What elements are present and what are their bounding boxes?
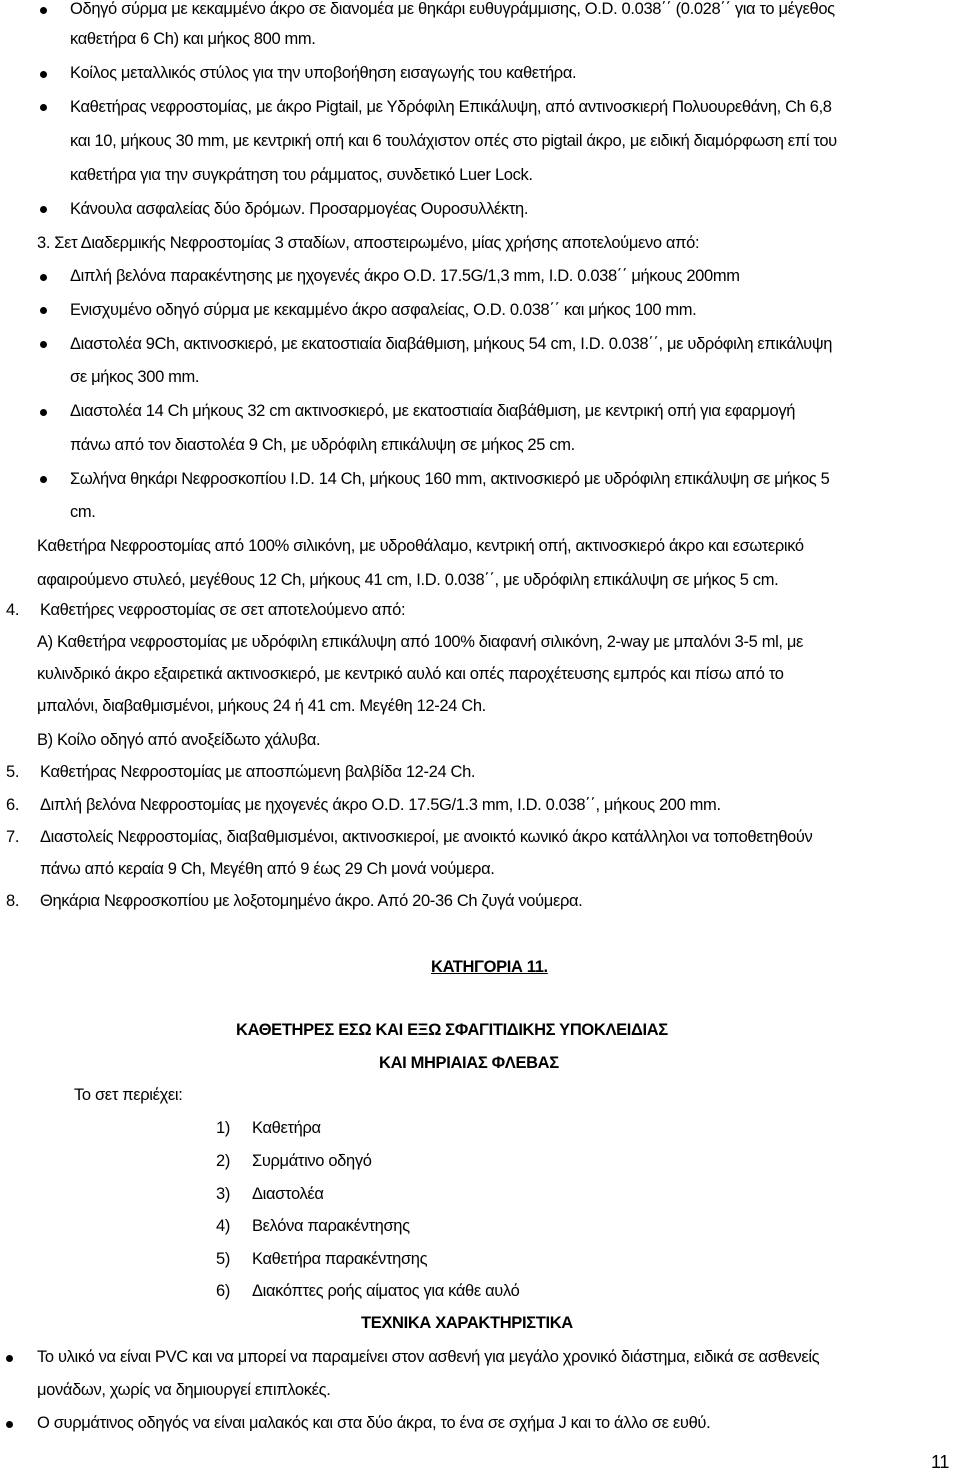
- list-item: Διαστολέα 14 Ch μήκους 32 cm ακτινοσκιερό, με εκατοστιαία διαβάθμιση, με κεντρική οπή για εφαρμογή: [70, 402, 796, 420]
- item-4-a-line: Α) Καθετήρα νεφροστομίας με υδρόφιλη επικάλυψη από 100% διαφανή σιλικόνη, 2-way με μπαλόνι 3-5 ml, με: [37, 633, 804, 651]
- category-heading-line2: ΚΑΙ ΜΗΡΙΑΙΑΣ ΦΛΕΒΑΣ: [379, 1054, 559, 1072]
- item-number: 7.: [6, 828, 20, 846]
- set-item-text: Συρμάτινο οδηγό: [252, 1152, 372, 1170]
- set-item-number: 2): [216, 1152, 230, 1170]
- item-4-b-line: Β) Κοίλο οδηγό από ανοξείδωτο χάλυβα.: [37, 731, 321, 749]
- set-item-text: Διακόπτες ροής αίματος για κάθε αυλό: [252, 1282, 520, 1300]
- list-item: Καθετήρας νεφροστομίας, με άκρο Pigtail, με Υδρόφιλη Επικάλυψη, από αντινοσκιερή Πολυουρεθάνη, Ch 6,8: [70, 98, 832, 116]
- catheter-paragraph-line: Καθετήρα Νεφροστομίας από 100% σιλικόνη, με υδροθάλαμο, κεντρική οπή, ακτινοσκιερό άκρο και εσωτερικό: [37, 537, 804, 555]
- list-item: Κοίλος μεταλλικός στύλος για την υποβοήθηση εισαγωγής του καθετήρα.: [70, 64, 577, 82]
- set-item-text: Βελόνα παρακέντησης: [252, 1217, 410, 1235]
- item-4-a-line: κυλινδρικό άκρο εξαιρετικά ακτινοσκιερό, με κεντρικό αυλό και οπές παροχέτευσης εμπρός και πίσω από το: [37, 665, 784, 683]
- tech-title: ΤΕΧΝΙΚΑ ΧΑΡΑΚΤΗΡΙΣΤΙΚΑ: [361, 1314, 573, 1332]
- bullet-dot: [40, 274, 47, 281]
- list-item-cont: σε μήκος 300 mm.: [70, 368, 200, 386]
- list-item-cont: και 10, μήκους 30 mm, με κεντρική οπή και 6 τουλάχιστον οπές στο pigtail άκρο, με ειδική διαμόρφωση επί του: [70, 132, 837, 150]
- set-item-number: 4): [216, 1217, 230, 1235]
- item-7-text: Διαστολείς Νεφροστομίας, διαβαθμισμένοι, ακτινοσκιεροί, με ανοικτό κωνικό άκρο κατάλληλοι να τοποθετηθούν: [40, 828, 813, 846]
- bullet-dot: [40, 307, 47, 314]
- bullet-dot: [40, 409, 47, 416]
- list-item-cont: πάνω από τον διαστολέα 9 Ch, με υδρόφιλη επικάλυψη σε μήκος 25 cm.: [70, 436, 575, 454]
- category-title: ΚΑΤΗΓΟΡΙΑ 11.: [431, 958, 548, 976]
- item-number: 4.: [6, 601, 20, 619]
- list-item-cont: cm.: [70, 503, 96, 521]
- catheter-paragraph-line: αφαιρούμενο στυλεό, μεγέθους 12 Ch, μήκους 41 cm, I.D. 0.038΄΄, με υδρόφιλη επικάλυψη σε μήκος 5 cm.: [37, 571, 779, 589]
- item-4-text: Καθετήρες νεφροστομίας σε σετ αποτελούμενο από:: [40, 601, 406, 619]
- item-5-text: Καθετήρας Νεφροστομίας με αποσπώμενη βαλβίδα 12-24 Ch.: [40, 763, 476, 781]
- item-number: 5.: [6, 763, 20, 781]
- category-heading-line1: ΚΑΘΕΤΗΡΕΣ ΕΣΩ ΚΑΙ ΕΞΩ ΣΦΑΓΙΤΙΔΙΚΗΣ ΥΠΟΚΛΕΙΔΙΑΣ: [236, 1021, 668, 1039]
- bullet-dot: [40, 71, 47, 78]
- set-item-text: Διαστολέα: [252, 1185, 324, 1203]
- list-item: Διπλή βελόνα παρακέντησης με ηχογενές άκρο O.D. 17.5G/1,3 mm, I.D. 0.038΄΄ μήκους 200mm: [70, 267, 740, 285]
- set-item-text: Καθετήρα παρακέντησης: [252, 1250, 428, 1268]
- list-item: Ενισχυμένο οδηγό σύρμα με κεκαμμένο άκρο ασφαλείας, O.D. 0.038΄΄ και μήκος 100 mm.: [70, 301, 697, 319]
- bullet-dot: [40, 476, 47, 483]
- set-item-number: 5): [216, 1250, 230, 1268]
- item-4-a-line: μπαλόνι, διαβαθμισμένοι, μήκους 24 ή 41 cm. Μεγέθη 12-24 Ch.: [37, 697, 486, 715]
- list-item-cont: καθετήρα για την συγκράτηση του ράμματος, συνδετικό Luer Lock.: [70, 166, 533, 184]
- bullet-dot: [40, 7, 47, 14]
- item-3-heading: 3. Σετ Διαδερμικής Νεφροστομίας 3 σταδίων, αποστειρωμένο, μίας χρήσης αποτελούμενο από:: [37, 234, 700, 252]
- set-item-number: 1): [216, 1119, 230, 1137]
- tech-bullet-text: Το υλικό να είναι PVC και να μπορεί να παραμείνει στον ασθενή για μεγάλο χρονικό διάστημα, ειδικά σε ασθενείς: [37, 1348, 820, 1366]
- item-7-text-cont: πάνω από κεραία 9 Ch, Μεγέθη από 9 έως 29 Ch μονά νούμερα.: [40, 860, 495, 878]
- item-6-text: Διπλή βελόνα Νεφροστομίας με ηχογενές άκρο O.D. 17.5G/1.3 mm, I.D. 0.038΄΄, μήκους 200 mm.: [40, 796, 721, 814]
- list-item-cont: καθετήρα 6 Ch) και μήκος 800 mm.: [70, 30, 316, 48]
- item-number: 8.: [6, 892, 20, 910]
- list-item: Διαστολέα 9Ch, ακτινοσκιερό, με εκατοστιαία διαβάθμιση, μήκους 54 cm, I.D. 0.038΄΄, με υδρόφιλη επικάλυψη: [70, 335, 833, 353]
- bullet-dot: [40, 104, 47, 111]
- set-item-number: 6): [216, 1282, 230, 1300]
- bullet-dot: [40, 206, 47, 213]
- tech-bullet-text: Ο συρμάτινος οδηγός να είναι μαλακός και στα δύο άκρα, το ένα σε σχήμα J και το άλλο σε ευθύ.: [37, 1414, 711, 1432]
- set-label: Το σετ περιέχει:: [74, 1086, 183, 1104]
- bullet-dot: [6, 1355, 13, 1362]
- page-number: 11: [931, 1452, 949, 1472]
- list-item: Σωλήνα θηκάρι Νεφροσκοπίου I.D. 14 Ch, μήκους 160 mm, ακτινοσκιερό με υδρόφιλη επικάλυψη σε μήκος 5: [70, 470, 830, 488]
- item-8-text: Θηκάρια Νεφροσκοπίου με λοξοτομημένο άκρο. Από 20-36 Ch ζυγά νούμερα.: [40, 892, 583, 910]
- list-item: Οδηγό σύρμα με κεκαμμένο άκρο σε διανομέα με θηκάρι ευθυγράμμισης, Ο.D. 0.038΄΄ (0.028΄΄ για το μέγεθος: [70, 0, 835, 18]
- bullet-dot: [40, 341, 47, 348]
- bullet-dot: [6, 1421, 13, 1428]
- set-item-text: Καθετήρα: [252, 1119, 321, 1137]
- set-item-number: 3): [216, 1185, 230, 1203]
- tech-bullet-text-cont: μονάδων, χωρίς να δημιουργεί επιπλοκές.: [37, 1381, 331, 1399]
- list-item: Κάνουλα ασφαλείας δύο δρόμων. Προσαρμογέας Ουροσυλλέκτη.: [70, 200, 529, 218]
- item-number: 6.: [6, 796, 20, 814]
